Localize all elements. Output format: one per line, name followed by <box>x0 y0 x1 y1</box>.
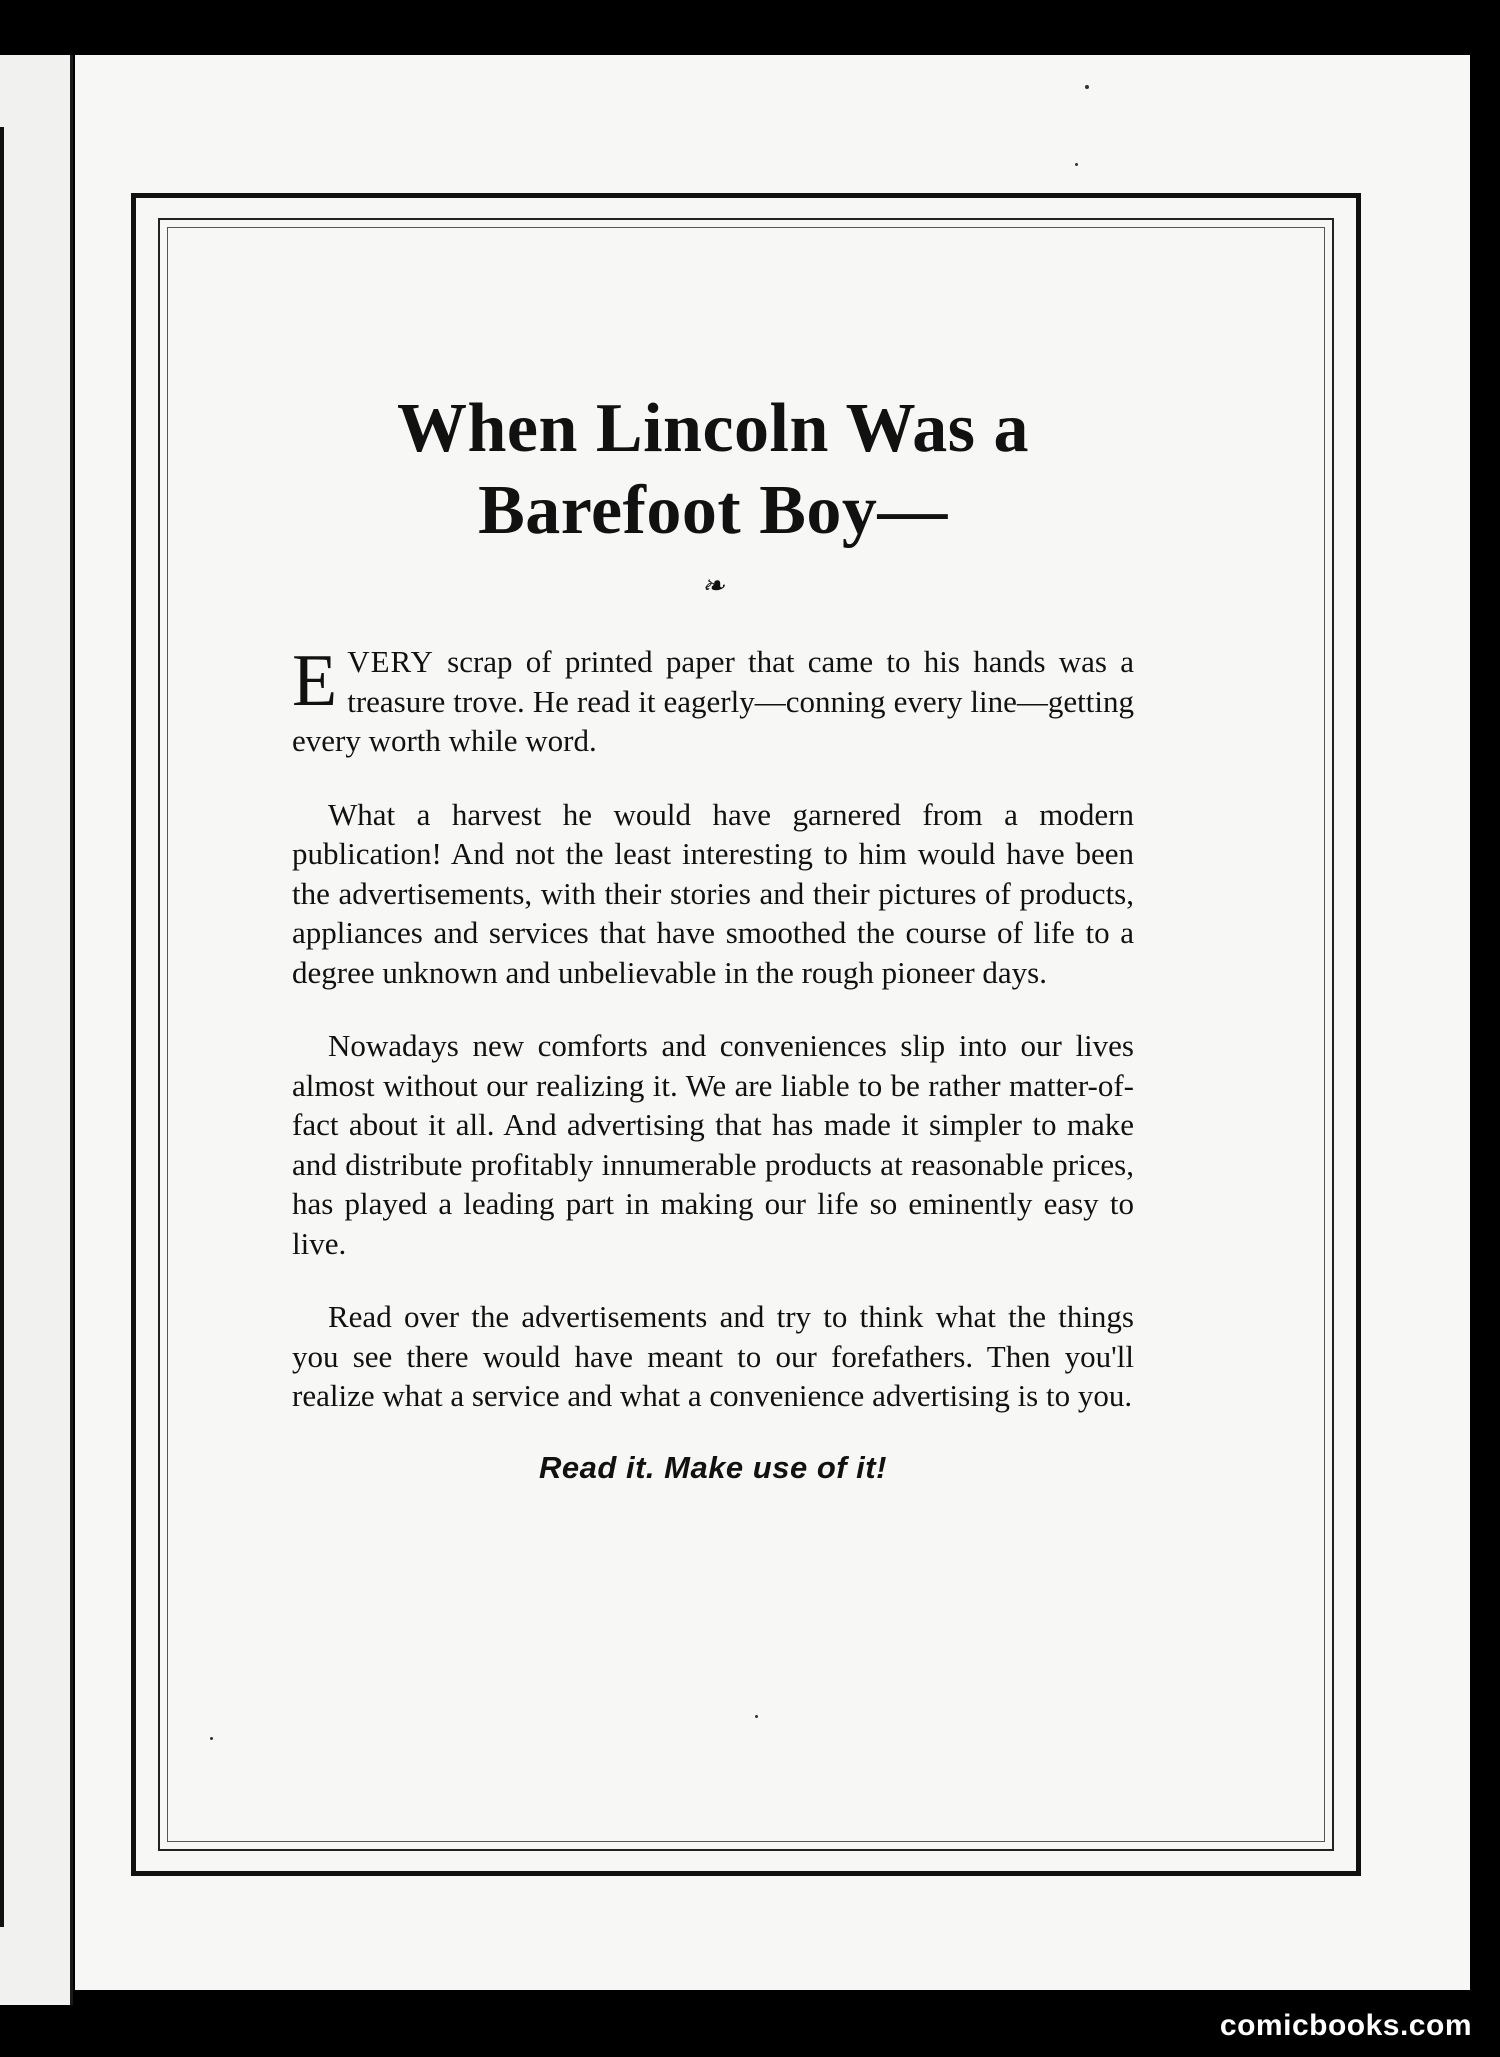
facing-page-border <box>0 127 4 1927</box>
fleuron-ornament-icon: ❧ <box>701 571 725 602</box>
paragraph-3: Nowadays new comforts and conveniences slip into our lives almost without our realizing it. We are liable to be rather matter-of-fact about it all. And advertising that has made it simpler to make and distribute profitably innumerable products at reasonable prices, has played a leading part in making our life so eminently easy to live. <box>292 1028 1134 1261</box>
paragraph-1-text: scrap of printed paper that came to his hands was a treasure trove. He read it eagerly—conning every line—getting every worth while word. <box>292 644 1134 758</box>
drop-cap: E <box>292 640 338 722</box>
lead-word: VERY <box>347 644 434 679</box>
paragraph-2: What a harvest he would have garnered from a modern publication! And not the least interesting to him would have been the advertisements, with their stories and their pictures of products, appliances and services that have smoothed the course of life to a degree unknown and unbelievable in the rough pioneer days. <box>292 796 1134 990</box>
page-title: When Lincoln Was a Barefoot Boy— <box>396 390 1030 549</box>
paragraph-4: Read over the advertisements and try to think what the things you see there would have meant to our forefathers. Then you'll realize what a service and what a convenience advertising is to you. <box>292 1299 1134 1413</box>
closing-tagline: Read it. Make use of it! <box>539 1449 887 1485</box>
print-speck <box>210 1737 213 1740</box>
paragraph-1 <box>292 642 1134 761</box>
print-speck <box>1085 85 1089 89</box>
print-speck <box>755 1715 758 1718</box>
facing-page-edge <box>0 55 73 2005</box>
site-watermark: comicbooks.com <box>1219 2009 1472 2042</box>
advertisement-body <box>292 388 1134 1486</box>
print-speck <box>1075 163 1078 166</box>
